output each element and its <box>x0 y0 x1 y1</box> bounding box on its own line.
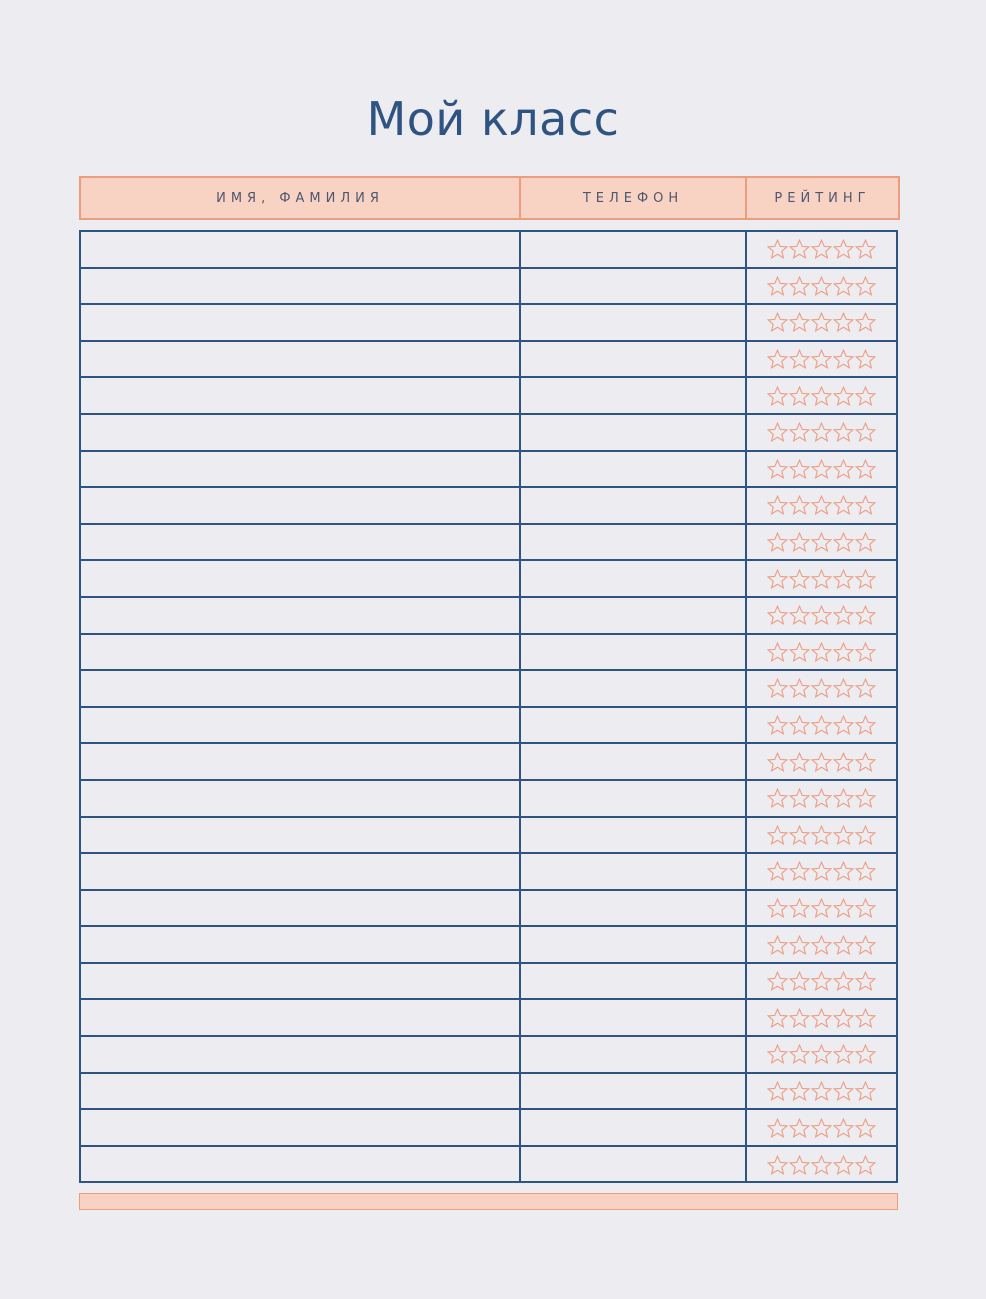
name-cell[interactable] <box>81 561 521 596</box>
phone-cell[interactable] <box>521 964 747 999</box>
star-icon[interactable] <box>767 386 788 406</box>
star-icon[interactable] <box>855 532 876 552</box>
name-cell[interactable] <box>81 708 521 743</box>
star-icon[interactable] <box>811 825 832 845</box>
star-icon[interactable] <box>767 495 788 515</box>
star-icon[interactable] <box>855 825 876 845</box>
name-cell[interactable] <box>81 1000 521 1035</box>
star-icon[interactable] <box>833 1044 854 1064</box>
name-cell[interactable] <box>81 635 521 670</box>
rating-cell <box>747 598 896 633</box>
star-icon[interactable] <box>789 898 810 918</box>
star-icon[interactable] <box>833 898 854 918</box>
star-icon[interactable] <box>833 678 854 698</box>
star-icon[interactable] <box>833 605 854 625</box>
star-icon[interactable] <box>855 1044 876 1064</box>
star-icon[interactable] <box>855 605 876 625</box>
star-icon[interactable] <box>767 642 788 662</box>
star-icon[interactable] <box>767 715 788 735</box>
star-icon[interactable] <box>833 935 854 955</box>
star-icon[interactable] <box>811 678 832 698</box>
star-icon[interactable] <box>811 715 832 735</box>
star-icon[interactable] <box>767 1118 788 1138</box>
star-icon[interactable] <box>855 678 876 698</box>
name-cell[interactable] <box>81 671 521 706</box>
table-row <box>81 1037 896 1074</box>
star-icon[interactable] <box>789 239 810 259</box>
star-icon[interactable] <box>767 1081 788 1101</box>
star-icon[interactable] <box>811 312 832 332</box>
star-icon[interactable] <box>855 276 876 296</box>
star-icon[interactable] <box>833 239 854 259</box>
star-icon[interactable] <box>789 495 810 515</box>
table-row <box>81 378 896 415</box>
star-icon[interactable] <box>855 752 876 772</box>
name-cell[interactable] <box>81 891 521 926</box>
star-icon[interactable] <box>855 312 876 332</box>
phone-cell[interactable] <box>521 708 747 743</box>
star-icon[interactable] <box>789 386 810 406</box>
star-icon[interactable] <box>789 678 810 698</box>
star-icon[interactable] <box>833 422 854 442</box>
star-icon[interactable] <box>767 569 788 589</box>
name-cell[interactable] <box>81 488 521 523</box>
star-icon[interactable] <box>833 532 854 552</box>
star-icon[interactable] <box>811 605 832 625</box>
rating-cell <box>747 964 896 999</box>
star-icon[interactable] <box>855 642 876 662</box>
table-row <box>81 232 896 269</box>
table-row <box>81 488 896 525</box>
rating-cell <box>747 891 896 926</box>
star-icon[interactable] <box>833 1008 854 1028</box>
table-row <box>81 415 896 452</box>
phone-cell[interactable] <box>521 1110 747 1145</box>
table-row <box>81 781 896 818</box>
star-icon[interactable] <box>833 1081 854 1101</box>
star-icon[interactable] <box>767 422 788 442</box>
star-icon[interactable] <box>767 312 788 332</box>
star-icon[interactable] <box>767 825 788 845</box>
rating-cell <box>747 671 896 706</box>
rating-cell <box>747 854 896 889</box>
name-cell[interactable] <box>81 598 521 633</box>
phone-cell[interactable] <box>521 927 747 962</box>
column-header-name: ИМЯ, ФАМИЛИЯ <box>81 178 521 218</box>
name-cell[interactable] <box>81 964 521 999</box>
rating-cell <box>747 415 896 450</box>
star-icon[interactable] <box>833 276 854 296</box>
table-row <box>81 708 896 745</box>
phone-cell[interactable] <box>521 232 747 267</box>
phone-cell[interactable] <box>521 452 747 487</box>
star-icon[interactable] <box>855 788 876 808</box>
star-icon[interactable] <box>789 715 810 735</box>
star-icon[interactable] <box>767 1155 788 1175</box>
star-icon[interactable] <box>811 935 832 955</box>
star-icon[interactable] <box>811 1044 832 1064</box>
star-icon[interactable] <box>811 861 832 881</box>
name-cell[interactable] <box>81 1147 521 1184</box>
name-cell[interactable] <box>81 927 521 962</box>
phone-cell[interactable] <box>521 1000 747 1035</box>
star-icon[interactable] <box>833 1155 854 1175</box>
star-icon[interactable] <box>855 495 876 515</box>
star-icon[interactable] <box>811 422 832 442</box>
star-icon[interactable] <box>833 642 854 662</box>
rating-cell <box>747 781 896 816</box>
star-icon[interactable] <box>789 276 810 296</box>
star-icon[interactable] <box>767 935 788 955</box>
phone-cell[interactable] <box>521 1147 747 1184</box>
table-row <box>81 1000 896 1037</box>
rating-cell <box>747 1147 896 1184</box>
star-icon[interactable] <box>811 276 832 296</box>
star-icon[interactable] <box>789 1118 810 1138</box>
star-icon[interactable] <box>855 349 876 369</box>
name-cell[interactable] <box>81 525 521 560</box>
star-icon[interactable] <box>767 605 788 625</box>
star-icon[interactable] <box>767 1008 788 1028</box>
star-icon[interactable] <box>855 1081 876 1101</box>
table-row <box>81 964 896 1001</box>
star-icon[interactable] <box>811 459 832 479</box>
star-icon[interactable] <box>833 349 854 369</box>
rating-cell <box>747 525 896 560</box>
table-row <box>81 818 896 855</box>
star-icon[interactable] <box>767 276 788 296</box>
phone-cell[interactable] <box>521 781 747 816</box>
rating-cell <box>747 1074 896 1109</box>
star-icon[interactable] <box>789 1155 810 1175</box>
star-icon[interactable] <box>855 1008 876 1028</box>
table-row <box>81 525 896 562</box>
star-icon[interactable] <box>789 459 810 479</box>
column-header-phone: ТЕЛЕФОН <box>521 178 747 218</box>
page-title: Мой класс <box>366 92 620 146</box>
star-icon[interactable] <box>789 935 810 955</box>
rating-cell <box>747 708 896 743</box>
star-icon[interactable] <box>833 386 854 406</box>
star-icon[interactable] <box>855 459 876 479</box>
star-icon[interactable] <box>789 1081 810 1101</box>
name-cell[interactable] <box>81 452 521 487</box>
star-icon[interactable] <box>811 642 832 662</box>
star-icon[interactable] <box>789 861 810 881</box>
rating-cell <box>747 744 896 779</box>
name-cell[interactable] <box>81 232 521 267</box>
name-cell[interactable] <box>81 744 521 779</box>
name-cell[interactable] <box>81 269 521 304</box>
star-icon[interactable] <box>833 752 854 772</box>
star-icon[interactable] <box>789 1044 810 1064</box>
star-icon[interactable] <box>789 532 810 552</box>
table-row <box>81 1147 896 1184</box>
table-row <box>81 452 896 489</box>
star-icon[interactable] <box>833 861 854 881</box>
table-row <box>81 561 896 598</box>
star-icon[interactable] <box>811 349 832 369</box>
star-icon[interactable] <box>811 898 832 918</box>
phone-cell[interactable] <box>521 269 747 304</box>
star-icon[interactable] <box>833 971 854 991</box>
name-cell[interactable] <box>81 305 521 340</box>
phone-cell[interactable] <box>521 525 747 560</box>
star-icon[interactable] <box>767 971 788 991</box>
name-cell[interactable] <box>81 378 521 413</box>
star-icon[interactable] <box>855 569 876 589</box>
table-row <box>81 269 896 306</box>
star-icon[interactable] <box>811 788 832 808</box>
name-cell[interactable] <box>81 1110 521 1145</box>
table-row <box>81 671 896 708</box>
table-row <box>81 635 896 672</box>
table-row <box>81 744 896 781</box>
table-row <box>81 598 896 635</box>
star-icon[interactable] <box>855 239 876 259</box>
star-icon[interactable] <box>767 459 788 479</box>
phone-cell[interactable] <box>521 342 747 377</box>
rating-cell <box>747 927 896 962</box>
star-icon[interactable] <box>789 1008 810 1028</box>
star-icon[interactable] <box>855 898 876 918</box>
phone-cell[interactable] <box>521 854 747 889</box>
rating-cell <box>747 305 896 340</box>
rating-cell <box>747 1000 896 1035</box>
star-icon[interactable] <box>811 239 832 259</box>
rating-cell <box>747 818 896 853</box>
star-icon[interactable] <box>833 715 854 735</box>
rating-cell <box>747 269 896 304</box>
rating-cell <box>747 378 896 413</box>
star-icon[interactable] <box>855 386 876 406</box>
name-cell[interactable] <box>81 1074 521 1109</box>
star-icon[interactable] <box>855 971 876 991</box>
star-icon[interactable] <box>833 459 854 479</box>
star-icon[interactable] <box>833 825 854 845</box>
star-icon[interactable] <box>811 1155 832 1175</box>
name-cell[interactable] <box>81 1037 521 1072</box>
star-icon[interactable] <box>789 825 810 845</box>
name-cell[interactable] <box>81 342 521 377</box>
star-icon[interactable] <box>811 971 832 991</box>
name-cell[interactable] <box>81 781 521 816</box>
star-icon[interactable] <box>833 495 854 515</box>
star-icon[interactable] <box>855 935 876 955</box>
phone-cell[interactable] <box>521 305 747 340</box>
star-icon[interactable] <box>789 752 810 772</box>
name-cell[interactable] <box>81 854 521 889</box>
phone-cell[interactable] <box>521 891 747 926</box>
rating-cell <box>747 488 896 523</box>
rating-cell <box>747 1037 896 1072</box>
phone-cell[interactable] <box>521 635 747 670</box>
star-icon[interactable] <box>811 532 832 552</box>
star-icon[interactable] <box>767 898 788 918</box>
phone-cell[interactable] <box>521 671 747 706</box>
star-icon[interactable] <box>789 569 810 589</box>
rating-cell <box>747 342 896 377</box>
star-icon[interactable] <box>767 1044 788 1064</box>
star-icon[interactable] <box>767 349 788 369</box>
star-icon[interactable] <box>789 312 810 332</box>
phone-cell[interactable] <box>521 598 747 633</box>
star-icon[interactable] <box>767 752 788 772</box>
table-row <box>81 1110 896 1147</box>
name-cell[interactable] <box>81 415 521 450</box>
name-cell[interactable] <box>81 818 521 853</box>
footer-bar <box>79 1193 898 1210</box>
star-icon[interactable] <box>811 752 832 772</box>
phone-cell[interactable] <box>521 1037 747 1072</box>
star-icon[interactable] <box>789 971 810 991</box>
rating-cell <box>747 1110 896 1145</box>
class-table <box>79 230 898 1183</box>
table-row <box>81 891 896 928</box>
star-icon[interactable] <box>789 788 810 808</box>
star-icon[interactable] <box>811 495 832 515</box>
rating-cell <box>747 452 896 487</box>
phone-cell[interactable] <box>521 744 747 779</box>
phone-cell[interactable] <box>521 1074 747 1109</box>
table-row <box>81 342 896 379</box>
star-icon[interactable] <box>855 1118 876 1138</box>
star-icon[interactable] <box>811 1008 832 1028</box>
star-icon[interactable] <box>767 532 788 552</box>
rating-cell <box>747 635 896 670</box>
star-icon[interactable] <box>789 349 810 369</box>
star-icon[interactable] <box>855 1155 876 1175</box>
phone-cell[interactable] <box>521 415 747 450</box>
star-icon[interactable] <box>789 642 810 662</box>
table-header <box>79 176 900 220</box>
star-icon[interactable] <box>811 569 832 589</box>
star-icon[interactable] <box>833 1118 854 1138</box>
star-icon[interactable] <box>855 861 876 881</box>
star-icon[interactable] <box>833 569 854 589</box>
star-icon[interactable] <box>767 239 788 259</box>
phone-cell[interactable] <box>521 378 747 413</box>
column-header-rating: РЕЙТИНГ <box>774 190 871 206</box>
phone-cell[interactable] <box>521 488 747 523</box>
star-icon[interactable] <box>767 861 788 881</box>
star-icon[interactable] <box>811 1081 832 1101</box>
star-icon[interactable] <box>855 715 876 735</box>
table-row <box>81 305 896 342</box>
phone-cell[interactable] <box>521 561 747 596</box>
star-icon[interactable] <box>811 386 832 406</box>
star-icon[interactable] <box>767 678 788 698</box>
star-icon[interactable] <box>833 788 854 808</box>
star-icon[interactable] <box>767 788 788 808</box>
star-icon[interactable] <box>811 1118 832 1138</box>
table-row <box>81 927 896 964</box>
phone-cell[interactable] <box>521 818 747 853</box>
star-icon[interactable] <box>789 422 810 442</box>
star-icon[interactable] <box>855 422 876 442</box>
rating-cell <box>747 232 896 267</box>
table-row <box>81 854 896 891</box>
star-icon[interactable] <box>833 312 854 332</box>
rating-cell <box>747 561 896 596</box>
star-icon[interactable] <box>789 605 810 625</box>
table-row <box>81 1074 896 1111</box>
